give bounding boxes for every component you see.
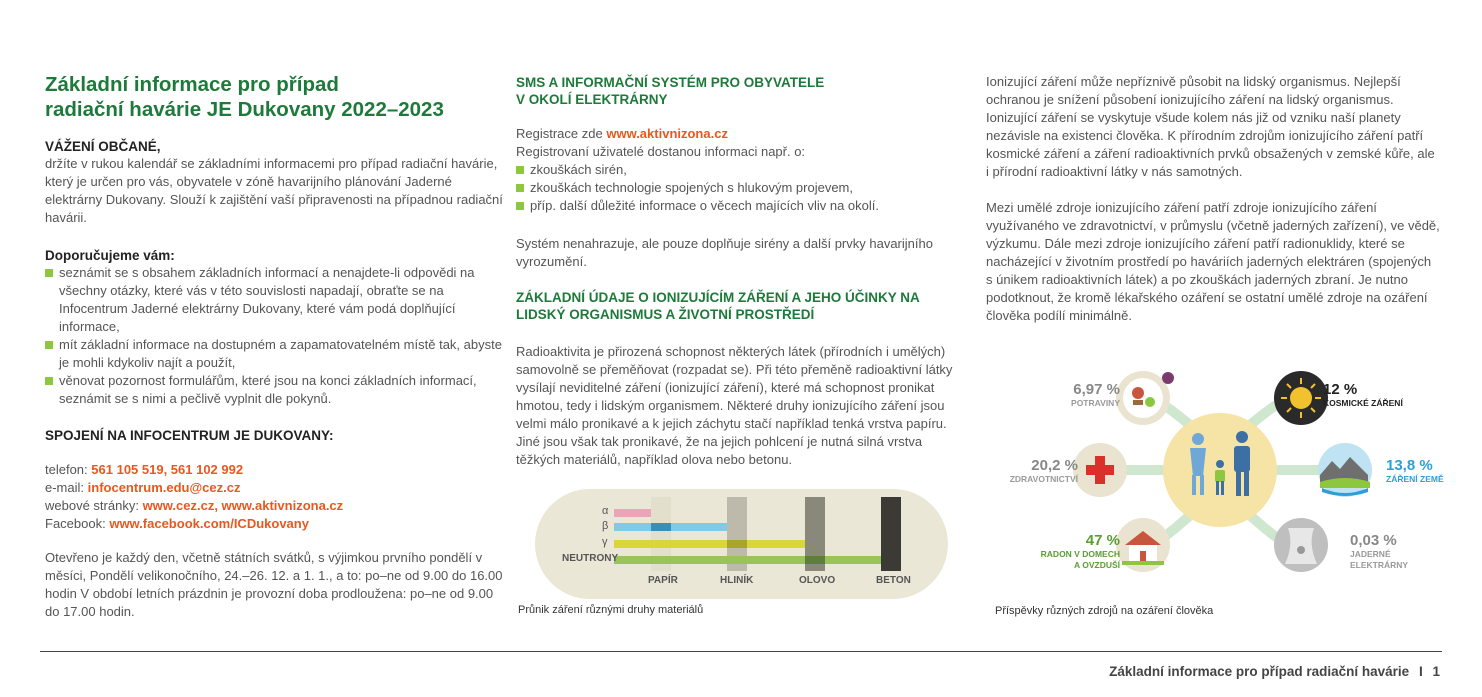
medical-percent: 20,2 % bbox=[1031, 457, 1078, 474]
recommend-heading: Doporučujeme vám: bbox=[45, 248, 175, 263]
hours-section bbox=[45, 549, 505, 621]
food-source bbox=[1040, 381, 1120, 409]
material-label-concrete: BETON bbox=[876, 575, 911, 586]
alpha-label: α bbox=[602, 505, 609, 517]
list-item bbox=[516, 179, 961, 197]
page-title bbox=[45, 72, 485, 122]
basics-text: Radioaktivita je přirozená schopnost některých látek (přírodních i umělých) samovolně se přeměňovat (rozpadat se). Při této přeměně radioaktivní látky vysílají neviditelné záření (ionizující záření), které má schopnost pronikat hmotou, tedy i lidským organismem. Některé druhy ionizujícího záření jsou velmi málo pronikavé a k jejich záchytu stačí například tenká vrstva papíru. Jiné jsou však tak pronikavé, že na jejich pohlcení je nutná silná vrstva těžkých materiálů, například olova nebo betonu. bbox=[516, 344, 953, 467]
gamma-bar bbox=[614, 540, 805, 548]
facebook-label: Facebook: bbox=[45, 516, 106, 531]
recommend-item-3: věnovat pozornost formulářům, které jsou na konci základních informací, seznámit se s nimi a pečlivě vyplnit dle pokynů. bbox=[59, 373, 477, 406]
cosmic-percent: 12 % bbox=[1323, 381, 1358, 398]
basics-heading bbox=[516, 289, 946, 323]
radon-percent: 47 % bbox=[1085, 532, 1120, 549]
basics-text-section bbox=[516, 343, 956, 469]
sms-list bbox=[516, 161, 961, 215]
list-item bbox=[516, 161, 961, 179]
sms-heading bbox=[516, 74, 961, 108]
nuclear-label-1: JADERNÉ bbox=[1350, 549, 1391, 559]
earth-source bbox=[1386, 457, 1444, 485]
medical-label: ZDRAVOTNICTVÍ bbox=[1009, 474, 1078, 484]
neutron-bar bbox=[614, 556, 881, 564]
bullet-square-icon bbox=[516, 184, 524, 192]
earth-percent: 13,8 % bbox=[1386, 457, 1433, 474]
right-text-2 bbox=[986, 199, 1441, 325]
footer-divider bbox=[40, 651, 1442, 652]
material-label-paper: PAPÍR bbox=[648, 575, 678, 586]
sms-item-3: příp. další důležité informace o věcech majících vliv na okolí. bbox=[530, 198, 879, 213]
medical-cross-icon bbox=[1073, 443, 1127, 497]
nuclear-label-2: ELEKTRÁRNY bbox=[1350, 560, 1409, 570]
phone-label: telefon: bbox=[45, 462, 88, 477]
greeting-section bbox=[45, 138, 505, 227]
sms-item-2: zkouškách technologie spojených s hlukovým projevem, bbox=[530, 180, 854, 195]
bullet-square-icon bbox=[45, 269, 53, 277]
house-icon bbox=[1116, 518, 1170, 572]
radon-label-1: RADON V DOMECH bbox=[1040, 549, 1120, 559]
basics-section bbox=[516, 289, 946, 323]
cooling-tower-icon bbox=[1274, 518, 1328, 572]
contact-heading: SPOJENÍ NA INFOCENTRUM JE DUKOVANY: bbox=[45, 428, 334, 443]
cosmic-label: KOSMICKÉ ZÁŘENÍ bbox=[1323, 398, 1403, 408]
facebook-link[interactable]: www.facebook.com/ICDukovany bbox=[109, 516, 309, 531]
sms-registration bbox=[516, 125, 961, 215]
title-line-2: radiační havárie JE Dukovany 2022–2023 bbox=[45, 98, 444, 121]
gamma-bar-overlap bbox=[727, 540, 747, 548]
basics-heading-line-2: LIDSKÝ ORGANISMUS A ŽIVOTNÍ PROSTŘEDÍ bbox=[516, 307, 815, 322]
food-icon bbox=[1116, 371, 1174, 425]
earth-icon bbox=[1318, 443, 1372, 497]
sms-section bbox=[516, 74, 961, 108]
footer bbox=[1109, 664, 1440, 679]
neutron-bar-overlap bbox=[805, 556, 825, 564]
registration-link[interactable]: www.aktivnizona.cz bbox=[606, 126, 728, 141]
footer-separator: I bbox=[1418, 664, 1423, 679]
alpha-bar bbox=[614, 509, 651, 517]
material-label-aluminium: HLINÍK bbox=[720, 575, 754, 586]
beta-bar-overlap bbox=[651, 523, 671, 531]
web-label: webové stránky: bbox=[45, 498, 139, 513]
bullet-square-icon bbox=[45, 341, 53, 349]
email-label: e-mail: bbox=[45, 480, 85, 495]
greeting-text: držíte v rukou kalendář se základními informacemi pro případ radiační havárie, který je určen pro vás, obyvatele v zóně havarijního plánování Jaderné elektrárny Dukovany. Slouží k zajištění vaší připravenosti na případnou radiační havárii. bbox=[45, 156, 503, 225]
sms-heading-line-1: SMS A INFORMAČNÍ SYSTÉM PRO OBYVATELE bbox=[516, 75, 825, 90]
contact-facebook bbox=[45, 515, 505, 533]
food-percent: 6,97 % bbox=[1073, 381, 1120, 398]
list-item bbox=[516, 197, 961, 215]
cosmic-icon bbox=[1274, 371, 1328, 425]
bullet-square-icon bbox=[45, 377, 53, 385]
opening-hours: Otevřeno je každý den, včetně státních svátků, s výjimkou prvního pondělí v měsíci, Pondělí velikonočního, 24.–26. 12. a 1. 1., a to: po–ne od 9.00 do 16.00 hodin V období letních prázdnin je provozní doba prodloužena: po–ne od 9.00 do 17.00 hodin. bbox=[45, 550, 503, 619]
contact-phone bbox=[45, 461, 505, 479]
sms-note-section bbox=[516, 235, 961, 271]
radon-source bbox=[1022, 532, 1120, 571]
medical-source bbox=[990, 457, 1078, 485]
bullet-square-icon bbox=[516, 202, 524, 210]
title-line-1: Základní informace pro případ bbox=[45, 73, 339, 96]
radon-label-2: A OVZDUŠÍ bbox=[1074, 560, 1120, 570]
penetration-chart-caption: Průnik záření různými druhy materiálů bbox=[518, 604, 704, 616]
sms-heading-line-2: V OKOLÍ ELEKTRÁRNY bbox=[516, 92, 668, 107]
registration-label: Registrace zde bbox=[516, 126, 603, 141]
recommend-item-2: mít základní informace na dostupném a zapamatovatelném místě tak, abyste je mohli kdykoliv najít a použít, bbox=[59, 337, 502, 370]
cosmic-source bbox=[1323, 381, 1403, 409]
sms-note: Systém nenahrazuje, ale pouze doplňuje sirény a další prvky havarijního vyrozumění. bbox=[516, 236, 933, 269]
right-paragraph-1: Ionizující záření může nepříznivě působit na lidský organismus. Nejlepší ochranou je snížení působení ionizujícího záření na lidský organismus. Ionizující záření se vyskytuje všude kolem nás již od vzniku naší planety nezávisle na existenci člověka. K přírodním zdrojům ionizujícího záření patří kosmické záření a záření radioaktivních prvků obsažených v zemské kůře, ale i přírodní radioaktivní látky v nás samotných. bbox=[986, 74, 1435, 179]
registration-line bbox=[516, 125, 961, 143]
footer-text: Základní informace pro případ radiační havárie bbox=[1109, 664, 1410, 679]
registration-text: Registrovaní uživatelé dostanou informaci např. o: bbox=[516, 144, 806, 159]
list-item bbox=[45, 336, 505, 372]
right-text-1 bbox=[986, 73, 1441, 181]
gamma-label: γ bbox=[602, 536, 608, 548]
list-item bbox=[45, 264, 505, 336]
sms-item-1: zkouškách sirén, bbox=[530, 162, 627, 177]
web-link[interactable]: www.cez.cz, www.aktivnizona.cz bbox=[142, 498, 344, 513]
material-block-concrete bbox=[881, 497, 901, 571]
contact-email bbox=[45, 479, 505, 497]
food-label: POTRAVINY bbox=[1071, 398, 1120, 408]
recommend-list bbox=[45, 264, 505, 408]
recommend-section bbox=[45, 247, 505, 408]
sources-chart-caption: Příspěvky různých zdrojů na ozáření člověka bbox=[995, 605, 1214, 617]
beta-label: β bbox=[602, 520, 609, 532]
basics-heading-line-1: ZÁKLADNÍ ÚDAJE O IONIZUJÍCÍM ZÁŘENÍ A JEHO ÚČINKY NA bbox=[516, 290, 920, 305]
nuclear-percent: 0,03 % bbox=[1350, 532, 1397, 549]
nuclear-source bbox=[1350, 532, 1408, 571]
recommend-item-1: seznámit se s obsahem základních informací a nenajdete-li odpovědi na všechny otázky, které vás v této souvislosti napadají, obraťte se na Infocentrum Jaderné elektrárny Dukovany, které vám podá doplňující informace, bbox=[59, 265, 475, 334]
list-item bbox=[45, 372, 505, 408]
greeting-heading: VÁŽENÍ OBČANÉ, bbox=[45, 139, 161, 154]
page-number: 1 bbox=[1432, 664, 1440, 679]
right-paragraph-2: Mezi umělé zdroje ionizujícího záření patří zdroje ionizujícího záření využívaného ve zdravotnictví, v průmyslu (včetně jaderných zařízení), ve vědě, výzkumu. Dále mezi zdroje ionizujícího záření patří radionuklidy, které se nacházející v životním prostředí po haváriích jaderných elektráren (spojených s únikem radioaktivních látek) a po zkouškách jaderných zbraní. Je nutno podotknout, že kromě lékařského ozáření se ostatní umělé zdroje na ozáření člověka podílí minimálně. bbox=[986, 200, 1440, 323]
phone-value: 561 105 519, 561 102 992 bbox=[91, 462, 244, 477]
bullet-square-icon bbox=[516, 166, 524, 174]
material-label-lead: OLOVO bbox=[799, 575, 836, 586]
neutron-label: NEUTRONY bbox=[562, 553, 619, 564]
earth-label: ZÁŘENÍ ZEMĚ bbox=[1386, 474, 1444, 484]
email-link[interactable]: infocentrum.edu@cez.cz bbox=[87, 480, 241, 495]
contact-details bbox=[45, 461, 505, 533]
contact-section bbox=[45, 427, 505, 444]
contact-web bbox=[45, 497, 505, 515]
